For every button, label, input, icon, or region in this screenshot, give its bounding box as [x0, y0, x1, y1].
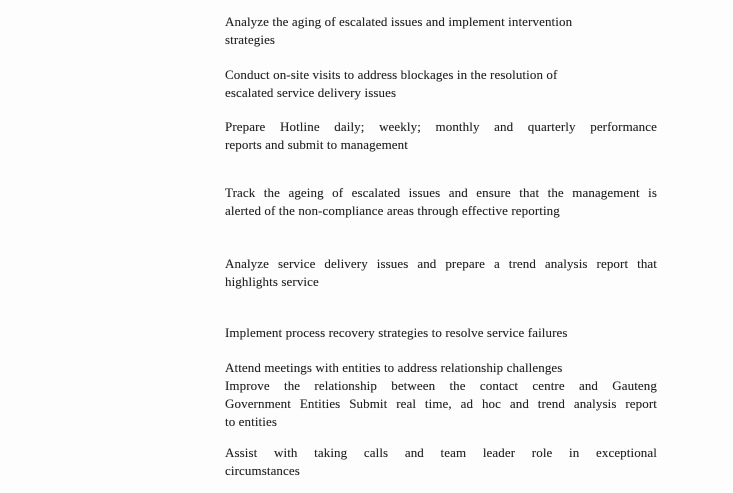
paragraph	[225, 118, 657, 154]
document-text	[225, 13, 657, 480]
paragraph	[225, 13, 657, 49]
text-line: strategies	[225, 32, 276, 47]
text-line: to entities	[225, 414, 278, 429]
text-line: circumstances	[225, 463, 300, 478]
text-line: Track the ageing of escalated issues and ensure that the management is	[225, 185, 657, 200]
text-line: Attend meetings with entities to address relationship challenges	[225, 360, 563, 375]
text-line: Analyze the aging of escalated issues and implement intervention	[225, 14, 573, 29]
text-line: Implement process recovery strategies to resolve service failures	[225, 325, 568, 340]
paragraph	[225, 184, 657, 220]
text-line: Analyze service delivery issues and prepare a trend analysis report that	[225, 256, 657, 271]
paragraph	[225, 359, 657, 431]
text-line: Improve the relationship between the contact centre and Gauteng	[225, 378, 657, 393]
paragraph	[225, 66, 657, 102]
paragraph	[225, 324, 657, 342]
text-line: reports and submit to management	[225, 137, 408, 152]
text-line: alerted of the non-compliance areas through effective reporting	[225, 203, 560, 218]
text-line: Conduct on-site visits to address blockages in the resolution of	[225, 67, 558, 82]
paragraph	[225, 444, 657, 480]
text-line: highlights service	[225, 274, 319, 289]
text-line: Assist with taking calls and team leader role in exceptional	[225, 445, 657, 460]
text-line: escalated service delivery issues	[225, 85, 397, 100]
text-line: Prepare Hotline daily; weekly; monthly and quarterly performance	[225, 119, 657, 134]
paragraph	[225, 255, 657, 291]
text-line: Government Entities Submit real time, ad hoc and trend analysis report	[225, 396, 657, 411]
